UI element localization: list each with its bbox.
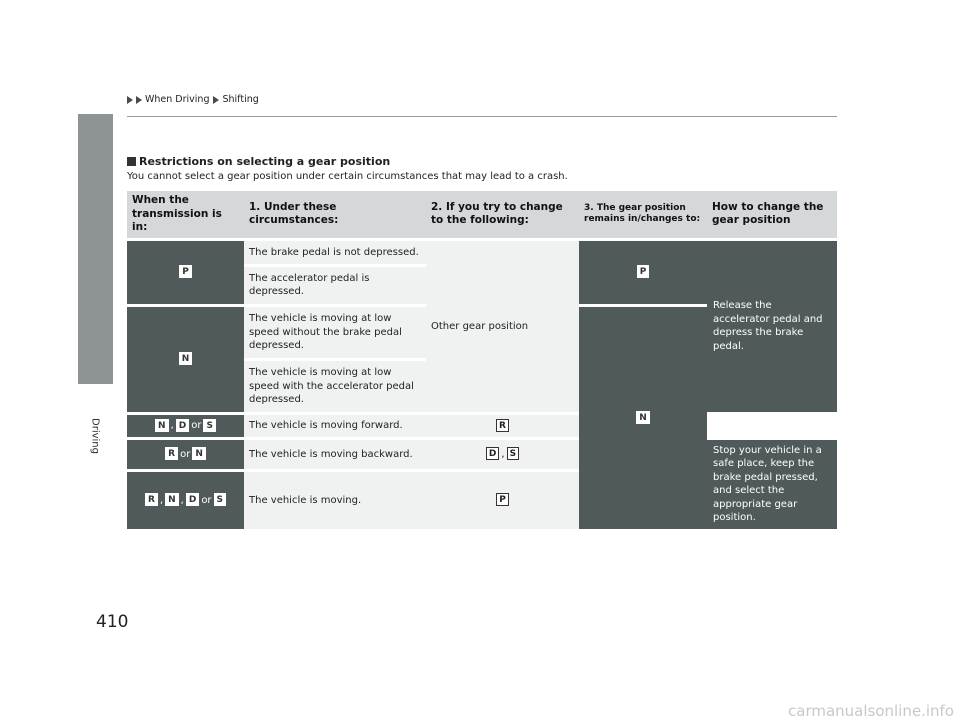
table-row	[127, 415, 837, 437]
column-header: When the transmission is in:	[127, 191, 244, 238]
breadcrumb	[127, 94, 259, 105]
gear-key-n: N	[636, 411, 650, 424]
column-header: How to change the gear position	[707, 191, 837, 238]
gear-key-p: P	[637, 265, 650, 278]
column-header: 1. Under these circumstances:	[244, 191, 426, 238]
gear-cell	[127, 241, 244, 304]
circumstance-cell: The accelerator pedal is depressed.	[244, 267, 426, 304]
how-cell: Release the accelerator pedal and depress the brake pedal.	[707, 241, 837, 412]
gear-key-r: R	[496, 419, 509, 432]
gear-cell: R or N	[127, 440, 244, 469]
table-row	[127, 241, 837, 264]
section-intro: You cannot select a gear position under certain circumstances that may lead to a crash.	[127, 171, 568, 182]
try-cell: D , S	[426, 440, 579, 469]
gear-key-d: D	[176, 419, 189, 432]
try-cell: Other gear position	[426, 241, 579, 412]
table-row	[127, 440, 837, 469]
gear-cell	[127, 307, 244, 412]
side-tab	[78, 114, 113, 384]
gear-key-p: P	[179, 265, 192, 278]
gear-key-p: P	[496, 493, 509, 506]
gear-key-s: S	[203, 419, 215, 432]
square-bullet-icon	[127, 157, 136, 166]
gear-key-n: N	[155, 419, 169, 432]
gear-key-n: N	[192, 447, 206, 460]
circumstance-cell: The vehicle is moving at low speed with the accelerator pedal depressed.	[244, 361, 426, 412]
circumstance-cell: The vehicle is moving.	[244, 472, 426, 529]
header-rule	[127, 116, 837, 117]
try-cell	[426, 415, 579, 437]
gear-cell: R , N , D or S	[127, 472, 244, 529]
try-cell	[426, 472, 579, 529]
breadcrumb-arrow-icon	[136, 96, 142, 104]
result-cell	[579, 307, 707, 529]
circumstance-cell: The vehicle is moving backward.	[244, 440, 426, 469]
gear-cell: N , D or S	[127, 415, 244, 437]
page-number: 410	[96, 612, 129, 632]
gear-restrictions-table	[127, 188, 837, 532]
gear-key-n: N	[165, 493, 179, 506]
circumstance-cell: The vehicle is moving at low speed without the brake pedal depressed.	[244, 307, 426, 358]
gear-key-d: D	[186, 493, 199, 506]
breadcrumb-arrow-icon	[127, 96, 133, 104]
breadcrumb-arrow-icon	[213, 96, 219, 104]
circumstance-cell: The brake pedal is not depressed.	[244, 241, 426, 264]
table-header-row	[127, 191, 837, 238]
gear-key-s: S	[214, 493, 226, 506]
watermark: carmanualsonline.info	[788, 702, 954, 720]
how-cell: Stop your vehicle in a safe place, keep the brake pedal pressed, and select the appropriate gear position.	[707, 440, 837, 529]
breadcrumb-item[interactable]: Shifting	[222, 94, 259, 105]
result-cell	[579, 241, 707, 304]
gear-key-s: S	[507, 447, 519, 460]
gear-key-r: R	[145, 493, 158, 506]
circumstance-cell: The vehicle is moving forward.	[244, 415, 426, 437]
gear-key-d: D	[486, 447, 499, 460]
section-heading: Restrictions on selecting a gear position	[127, 155, 390, 168]
side-label: Driving	[89, 418, 101, 454]
gear-key-r: R	[165, 447, 178, 460]
breadcrumb-item[interactable]: When Driving	[145, 94, 210, 105]
column-header: 2. If you try to change to the following:	[426, 191, 579, 238]
gear-key-n: N	[179, 352, 193, 365]
column-header: 3. The gear position remains in/changes to:	[579, 191, 707, 238]
